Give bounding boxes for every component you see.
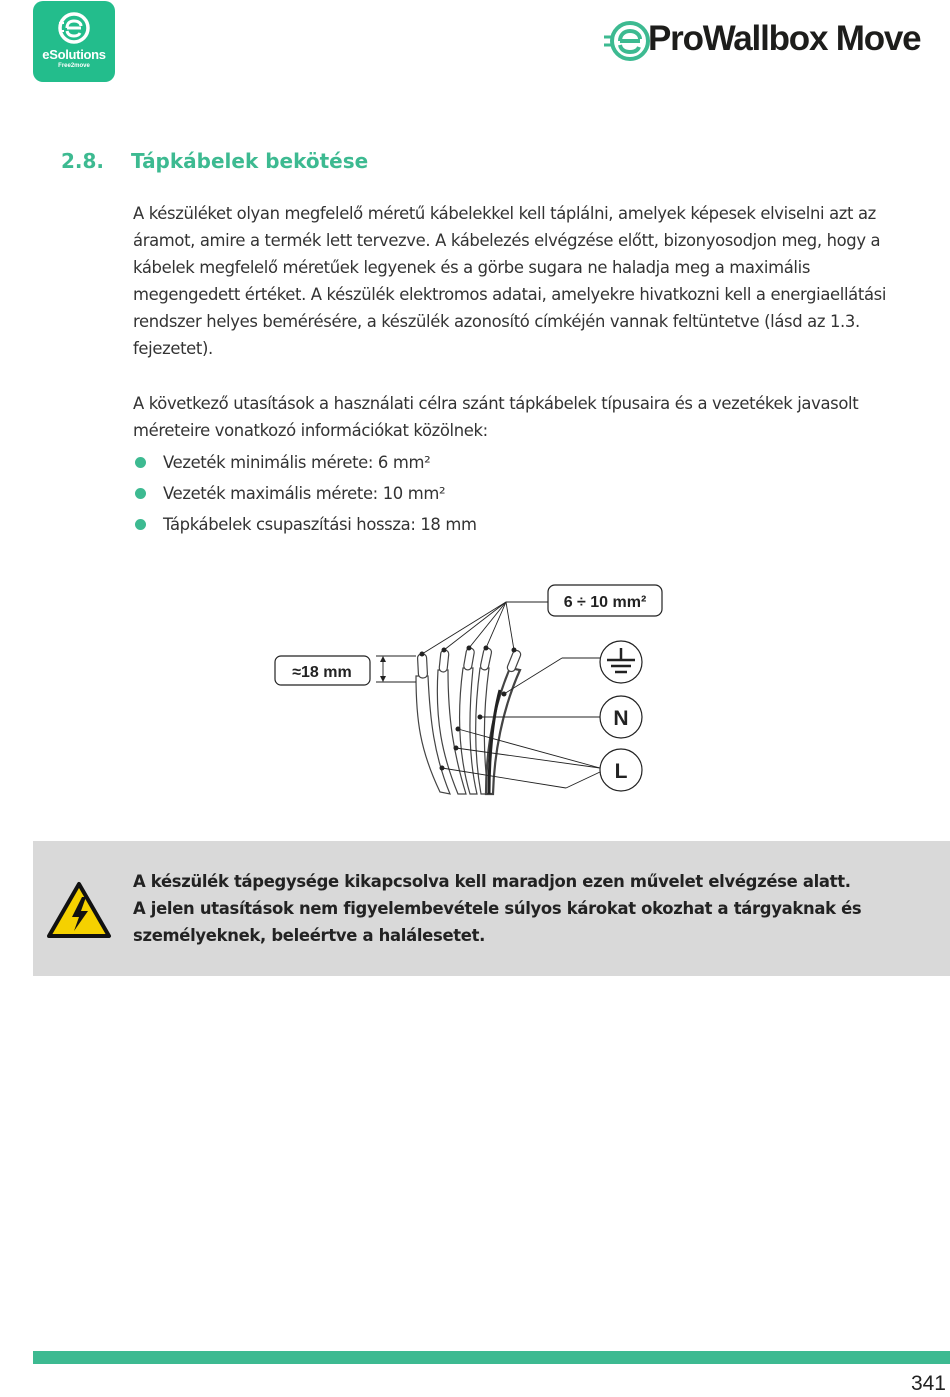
list-item: [133, 480, 477, 511]
page-number: 341: [910, 1372, 946, 1395]
warning-box: [33, 841, 950, 976]
list-item-text: Tápkábelek csupaszítási hossza: 18 mm: [163, 515, 477, 534]
footer-bar: [33, 1351, 950, 1364]
product-name: ProWallbox Move: [648, 19, 921, 58]
strip-length-label: ≈18 mm: [292, 664, 352, 681]
bullet-icon: [135, 519, 146, 530]
product-logo: [604, 14, 950, 68]
paragraph-line: megengedett értéket. A készülék elektromos adatai, amelyekre hivatkozni kell a energiaellátási: [133, 285, 887, 304]
list-item: [133, 511, 477, 542]
esolutions-logo: [33, 1, 115, 82]
intro-paragraph: [133, 200, 933, 362]
paragraph-line: kábelek megfelelő méretűek legyenek és a görbe sugara ne haladja meg a maximális: [133, 258, 811, 277]
section-title: Tápkábelek bekötése: [131, 149, 369, 173]
plug-e-icon: [57, 11, 91, 45]
instructions-paragraph: [133, 390, 933, 444]
ground-icon: [600, 641, 642, 683]
terminal-n-label: N: [613, 707, 629, 730]
bullet-icon: [135, 457, 146, 468]
list-item-text: Vezeték minimális mérete: 6 mm²: [163, 453, 431, 472]
paragraph-line: rendszer helyes bemérésére, a készülék azonosító címkéjén vannak feltüntetve (lásd az 1.3.: [133, 312, 860, 331]
warning-line: személyeknek, beleértve a halálesetet.: [133, 926, 486, 945]
list-item: [133, 449, 477, 480]
cable-bundle: [416, 668, 520, 794]
bullet-icon: [135, 488, 146, 499]
high-voltage-warning-icon: [46, 881, 112, 939]
brand-name: eSolutions: [42, 47, 106, 62]
section-number: 2.8.: [61, 149, 105, 173]
plug-e-icon: [604, 18, 650, 64]
paragraph-line: A következő utasítások a használati célra szánt tápkábelek típusaira és a vezetékek javasolt: [133, 394, 859, 413]
cross-section-label: 6 ÷ 10 mm²: [563, 594, 647, 611]
paragraph-line: méreteire vonatkozó információkat közölnek:: [133, 421, 488, 440]
paragraph-line: fejezetet).: [133, 339, 213, 358]
warning-line: A jelen utasítások nem figyelembevétele súlyos károkat okozhat a tárgyaknak és: [133, 899, 862, 918]
paragraph-line: A készüléket olyan megfelelő méretű kábelekkel kell táplálni, amelyek képesek elviselni azt az: [133, 204, 876, 223]
list-item-text: Vezeték maximális mérete: 10 mm²: [163, 484, 446, 503]
warning-line: A készülék tápegysége kikapcsolva kell maradjon ezen művelet elvégzése alatt.: [133, 872, 851, 891]
cable-wiring-diagram: [270, 580, 670, 810]
paragraph-line: áramot, amire a termék lett tervezve. A kábelezés elvégzése előtt, bizonyosodjon meg, hogy a: [133, 231, 881, 250]
spec-list: [133, 449, 477, 542]
brand-sub: Free2move: [58, 63, 90, 69]
warning-text: [133, 868, 861, 949]
terminal-l-label: L: [614, 760, 628, 783]
